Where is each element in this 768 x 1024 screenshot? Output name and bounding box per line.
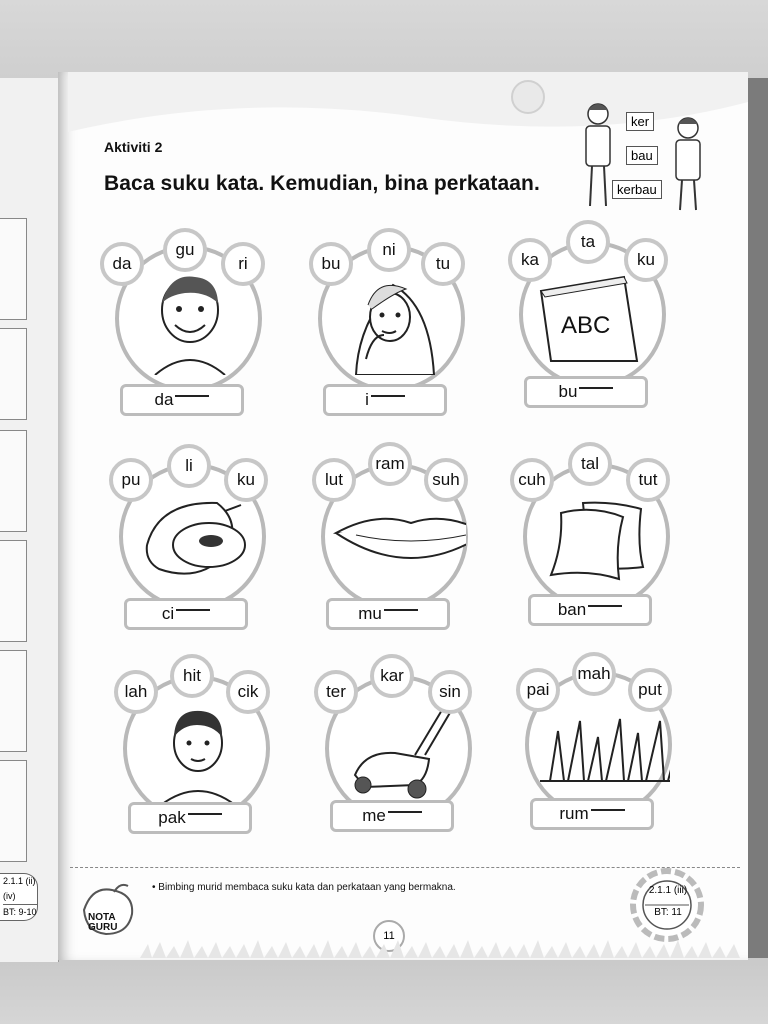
- syllable-bubble: ram: [368, 442, 412, 486]
- header-tag-kerbau: kerbau: [612, 180, 662, 199]
- nota-label-line: NOTA: [88, 912, 116, 923]
- pillows-icon: [543, 483, 653, 593]
- syllable-bubble: li: [167, 444, 211, 488]
- word-card-8: [310, 660, 510, 870]
- syllable-bubble: hit: [170, 654, 214, 698]
- instruction-text: Baca suku kata. Kemudian, bina perkataan.: [104, 172, 540, 195]
- header-tag-bau: bau: [626, 146, 658, 165]
- syllable-bubble: ka: [508, 238, 552, 282]
- answer-blank[interactable]: [591, 809, 625, 811]
- left-page-thumbnail: [0, 540, 27, 642]
- answer-blank[interactable]: [579, 387, 613, 389]
- kids-illustration: [568, 98, 718, 218]
- syllable-bubble: ni: [367, 228, 411, 272]
- left-page-thumbnail: [0, 218, 27, 320]
- syllable-bubble: ku: [624, 238, 668, 282]
- syllable-bubble: ri: [221, 242, 265, 286]
- flower-badge-icon: [628, 866, 706, 944]
- syllable-bubble: gu: [163, 228, 207, 272]
- left-page-badge-code: 2.1.1 (ii)(iv): [3, 874, 37, 905]
- syllable-bubble: mah: [572, 652, 616, 696]
- answer-box[interactable]: [124, 598, 248, 630]
- boy-portrait-icon: [143, 695, 253, 805]
- word-card-4: [104, 448, 304, 658]
- answer-prefix: rum: [559, 804, 589, 823]
- syllable-bubble: tal: [568, 442, 612, 486]
- answer-box[interactable]: [524, 376, 648, 408]
- syllable-bubble: ku: [224, 458, 268, 502]
- answer-prefix: pak: [158, 808, 186, 827]
- left-page-standard-badge: [0, 873, 38, 921]
- guru-label-line: GURU: [88, 922, 118, 933]
- syllable-bubble: ta: [566, 220, 610, 264]
- left-page-thumbnail: [0, 430, 27, 532]
- syllable-bubble: da: [100, 242, 144, 286]
- boy-smiling-icon: [135, 265, 245, 375]
- syllable-bubble: put: [628, 668, 672, 712]
- syllable-bubble: sin: [428, 670, 472, 714]
- lawn-mower-icon: [345, 695, 455, 805]
- mango-icon: [139, 483, 249, 593]
- footer-grass-decoration: [140, 938, 740, 958]
- answer-box[interactable]: [530, 798, 654, 830]
- answer-blank[interactable]: [384, 609, 418, 611]
- standard-code: 2.1.1 (iii): [648, 885, 688, 896]
- syllable-bubble: pai: [516, 668, 560, 712]
- standard-bt: BT: 11: [654, 907, 682, 918]
- header-tag-ker: ker: [626, 112, 654, 131]
- syllable-bubble: lah: [114, 670, 158, 714]
- answer-prefix: bu: [558, 382, 578, 401]
- answer-prefix: ci: [161, 604, 175, 623]
- word-card-5: [306, 448, 506, 658]
- syllable-bubble: lut: [312, 458, 356, 502]
- syllable-bubble: kar: [370, 654, 414, 698]
- syllable-bubble: suh: [424, 458, 468, 502]
- answer-prefix: ban: [557, 600, 587, 619]
- syllable-bubble: ter: [314, 670, 358, 714]
- nota-guru-label: [88, 913, 117, 933]
- answer-box[interactable]: [528, 594, 652, 626]
- scan-background-bottom: [0, 958, 768, 1024]
- answer-prefix: i: [365, 390, 369, 409]
- syllable-bubble: bu: [309, 242, 353, 286]
- answer-blank[interactable]: [388, 811, 422, 813]
- teacher-note-text: Bimbing murid membaca suku kata dan perkataan yang bermakna.: [158, 882, 456, 893]
- word-card-7: [108, 660, 308, 870]
- word-card-3: [504, 226, 704, 436]
- scan-background-top: [0, 0, 768, 78]
- answer-prefix: da: [154, 390, 174, 409]
- answer-prefix: mu: [358, 604, 382, 623]
- word-card-1: [100, 230, 300, 440]
- answer-blank[interactable]: [371, 395, 405, 397]
- answer-blank[interactable]: [188, 813, 222, 815]
- answer-box[interactable]: [330, 800, 454, 832]
- syllable-bubble: tut: [626, 458, 670, 502]
- answer-prefix: me: [362, 806, 386, 825]
- answer-box[interactable]: [120, 384, 244, 416]
- answer-box[interactable]: [128, 802, 252, 834]
- syllable-bubble: cik: [226, 670, 270, 714]
- answer-blank[interactable]: [175, 395, 209, 397]
- word-card-6: [508, 448, 708, 658]
- left-page-thumbnail: [0, 650, 27, 752]
- answer-blank[interactable]: [588, 605, 622, 607]
- left-page-thumbnail: [0, 328, 27, 420]
- syllable-bubble: pu: [109, 458, 153, 502]
- word-card-2: [303, 230, 503, 440]
- syllable-bubble: cuh: [510, 458, 554, 502]
- activity-heading: Aktiviti 2: [104, 139, 163, 155]
- answer-blank[interactable]: [176, 609, 210, 611]
- left-page-badge-bt: BT: 9-10: [3, 907, 37, 917]
- book-cover-text: ABC: [561, 312, 611, 339]
- answer-box[interactable]: [326, 598, 450, 630]
- syllable-bubble: tu: [421, 242, 465, 286]
- teacher-note: • Bimbing murid membaca suku kata dan perkataan yang bermakna.: [152, 882, 456, 893]
- page-number: 11: [373, 920, 405, 952]
- left-facing-page: [0, 78, 59, 962]
- answer-box[interactable]: [323, 384, 447, 416]
- word-card-9: [510, 656, 710, 866]
- left-page-thumbnail: [0, 760, 27, 862]
